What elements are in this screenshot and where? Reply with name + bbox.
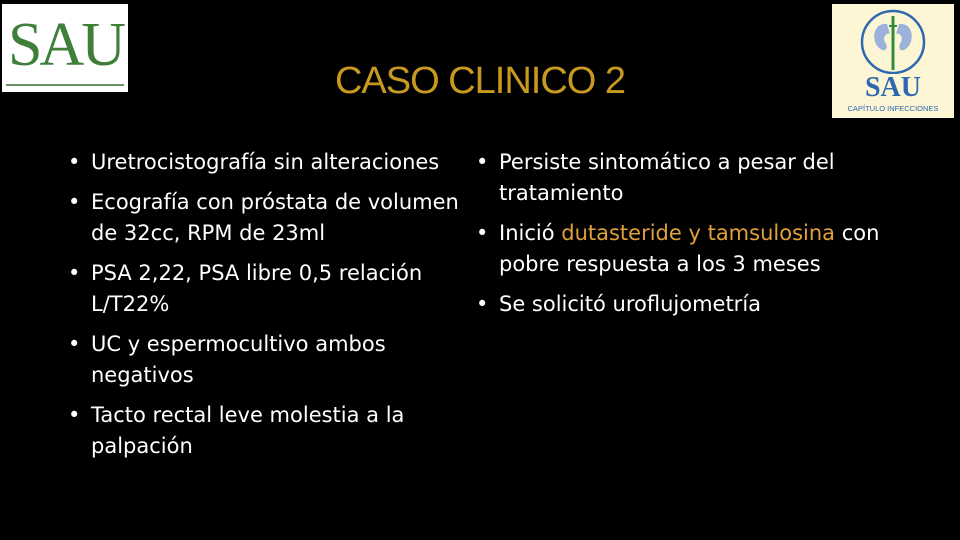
bullet-item: • Se solicitó uroflujometría	[474, 289, 894, 320]
treatment-text-pre: Inició	[499, 221, 562, 245]
right-column	[474, 147, 894, 329]
bullet-item: • Persiste sintomático a pesar del tratamiento	[474, 147, 894, 209]
sau-logo-right-text: SAU	[864, 72, 921, 103]
bullet-item: • Tacto rectal leve molestia a la palpación	[66, 400, 476, 462]
bullet-item: • Uretrocistografía sin alteraciones	[66, 147, 476, 178]
sau-logo-left-text: SAU	[8, 11, 124, 79]
sau-logo-subtitle: CAPÍTULO INFECCIONES	[847, 104, 939, 113]
bullet-item-treatment	[474, 218, 894, 280]
treatment-text-post: con pobre respuesta a los 3 meses	[499, 221, 880, 276]
treatment-highlight: dutasteride y tamsulosina	[561, 221, 836, 245]
bullet-item: • UC y espermocultivo ambos negativos	[66, 329, 476, 391]
slide-title: CASO CLINICO 2	[334, 60, 626, 102]
bullet-item: • PSA 2,22, PSA libre 0,5 relación L/T22%	[66, 258, 476, 320]
left-column	[66, 147, 476, 471]
bullet-item: • Ecografía con próstata de volumen de 32cc, RPM de 23ml	[66, 187, 476, 249]
